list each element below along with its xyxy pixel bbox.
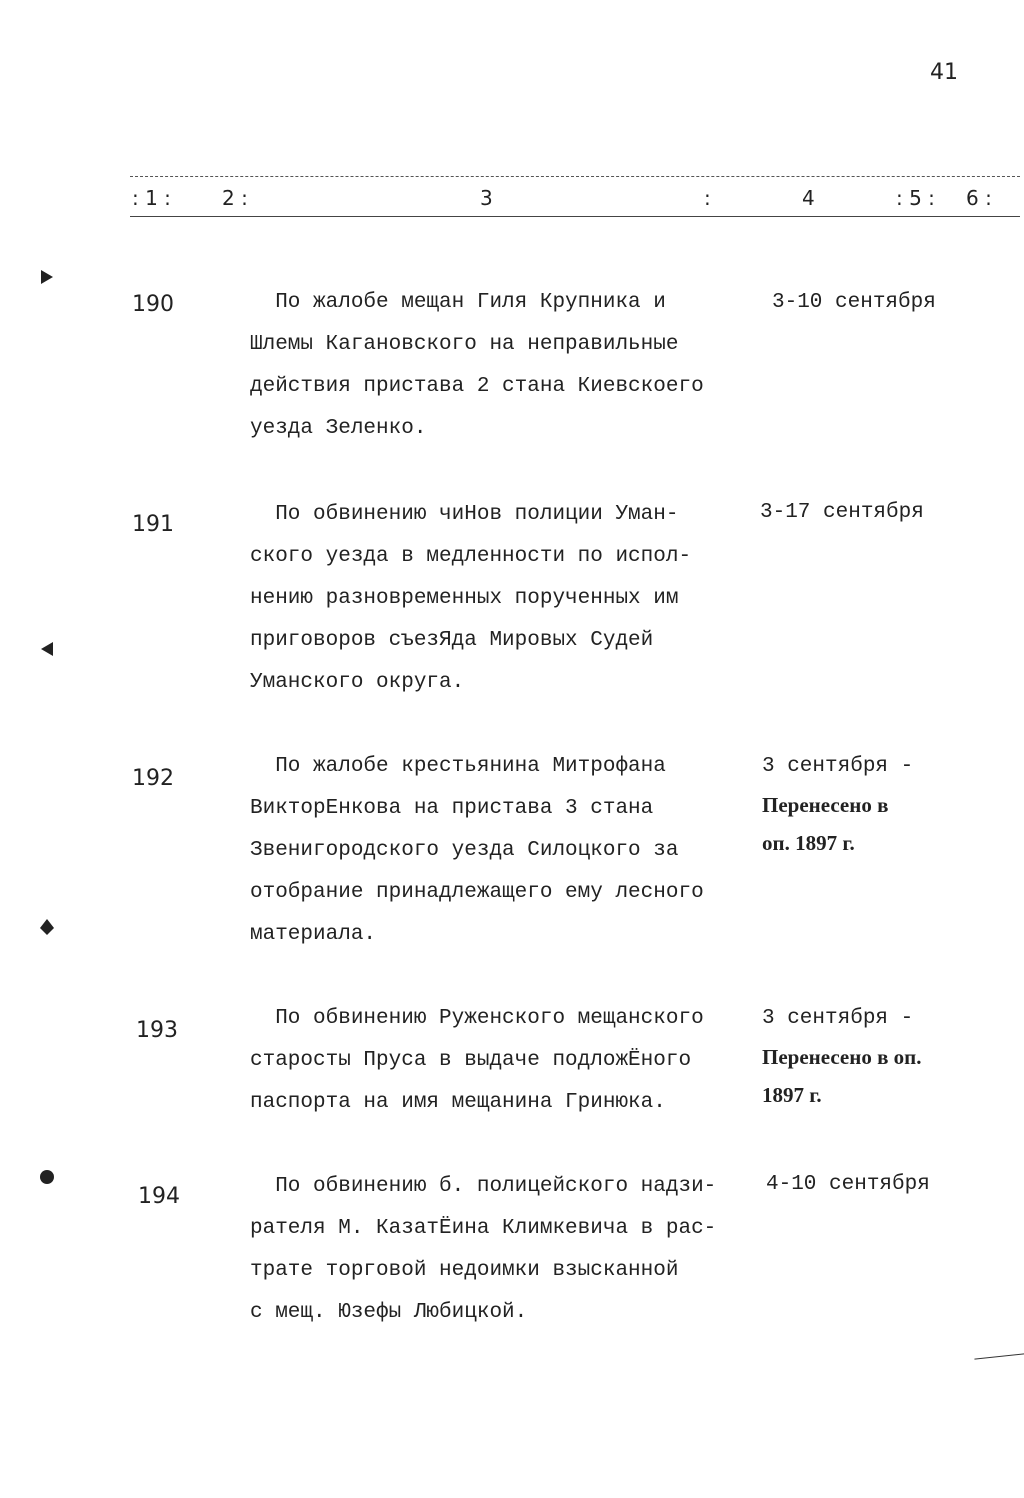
entry-number-193: 193 xyxy=(136,1018,178,1043)
page-number: 41 xyxy=(930,60,958,85)
text-line: ВикторЕнкова на пристава 3 стана xyxy=(250,797,654,820)
entry-date-190 xyxy=(772,284,1012,322)
column-header-3: 3 xyxy=(480,186,493,210)
entry-text-191 xyxy=(250,494,730,704)
text-line: Шлемы Кагановского на неправильные xyxy=(250,333,679,356)
entry-text-193 xyxy=(250,998,730,1124)
date-line: Перенесено в оп. xyxy=(762,1045,922,1069)
text-line: материала. xyxy=(250,923,377,946)
margin-pen-mark xyxy=(974,1347,1024,1359)
text-line: с мещ. Юзефы Любицкой. xyxy=(250,1301,528,1324)
entry-date-194 xyxy=(766,1166,1006,1204)
text-line: Уманского округа. xyxy=(250,671,465,694)
text-line: По обвинению чиНов полиции Уман- xyxy=(250,503,679,526)
entry-date-192 xyxy=(762,748,1002,862)
entry-text-194 xyxy=(250,1166,730,1334)
date-line: 3-17 сентября xyxy=(760,501,924,524)
text-line: По жалобе крестьянина Митрофана xyxy=(250,755,666,778)
text-line: рателя М. КазатЁина Климкевича в рас- xyxy=(250,1217,717,1240)
header-top-rule xyxy=(130,176,1020,177)
date-line: 3 сентября - xyxy=(762,1007,914,1030)
entry-date-191 xyxy=(760,494,1000,532)
text-line: паспорта на имя мещанина Гринюка. xyxy=(250,1091,666,1114)
punch-hole-marker xyxy=(38,268,56,286)
text-line: По жалобе мещан Гиля Крупника и xyxy=(250,291,666,314)
entry-text-190 xyxy=(250,282,730,450)
date-line: 1897 г. xyxy=(762,1083,822,1107)
text-line: действия пристава 2 стана Киевскоего xyxy=(250,375,704,398)
column-header-5: : 5 : xyxy=(896,186,935,210)
text-line: Звенигородского уезда Силоцкого за xyxy=(250,839,679,862)
text-line: старосты Пруса в выдаче подложЁного xyxy=(250,1049,692,1072)
punch-hole-marker xyxy=(38,918,56,936)
date-line: 4-10 сентября xyxy=(766,1173,930,1196)
column-header-3-separator: : xyxy=(704,186,711,210)
column-header-1: : 1 : xyxy=(132,186,171,210)
column-header-row xyxy=(0,186,1024,214)
column-header-2: 2 : xyxy=(222,186,248,210)
text-line: отобрание принадлежащего ему лесного xyxy=(250,881,704,904)
entry-number-192: 192 xyxy=(132,766,174,791)
header-bottom-rule xyxy=(130,216,1020,217)
entry-number-190: 190 xyxy=(132,292,174,317)
text-line: трате торговой недоимки взысканной xyxy=(250,1259,679,1282)
date-line: 3-10 сентября xyxy=(772,291,936,314)
punch-hole-marker xyxy=(38,640,56,658)
entry-date-193 xyxy=(762,1000,1002,1114)
text-line: ского уезда в медленности по испол- xyxy=(250,545,692,568)
text-line: уезда Зеленко. xyxy=(250,417,427,440)
column-header-4: 4 xyxy=(802,186,815,210)
date-line: 3 сентября - xyxy=(762,755,914,778)
text-line: По обвинению б. полицейского надзи- xyxy=(250,1175,717,1198)
text-line: приговоров съезЯда Мировых Судей xyxy=(250,629,654,652)
text-line: нению разновременных порученных им xyxy=(250,587,679,610)
date-line: оп. 1897 г. xyxy=(762,831,855,855)
column-header-6: 6 : xyxy=(966,186,992,210)
punch-hole-marker xyxy=(38,1168,56,1186)
entry-number-194: 194 xyxy=(138,1184,180,1209)
entry-text-192 xyxy=(250,746,730,956)
entry-number-191: 191 xyxy=(132,512,174,537)
date-line: Перенесено в xyxy=(762,793,889,817)
text-line: По обвинению Руженского мещанского xyxy=(250,1007,704,1030)
